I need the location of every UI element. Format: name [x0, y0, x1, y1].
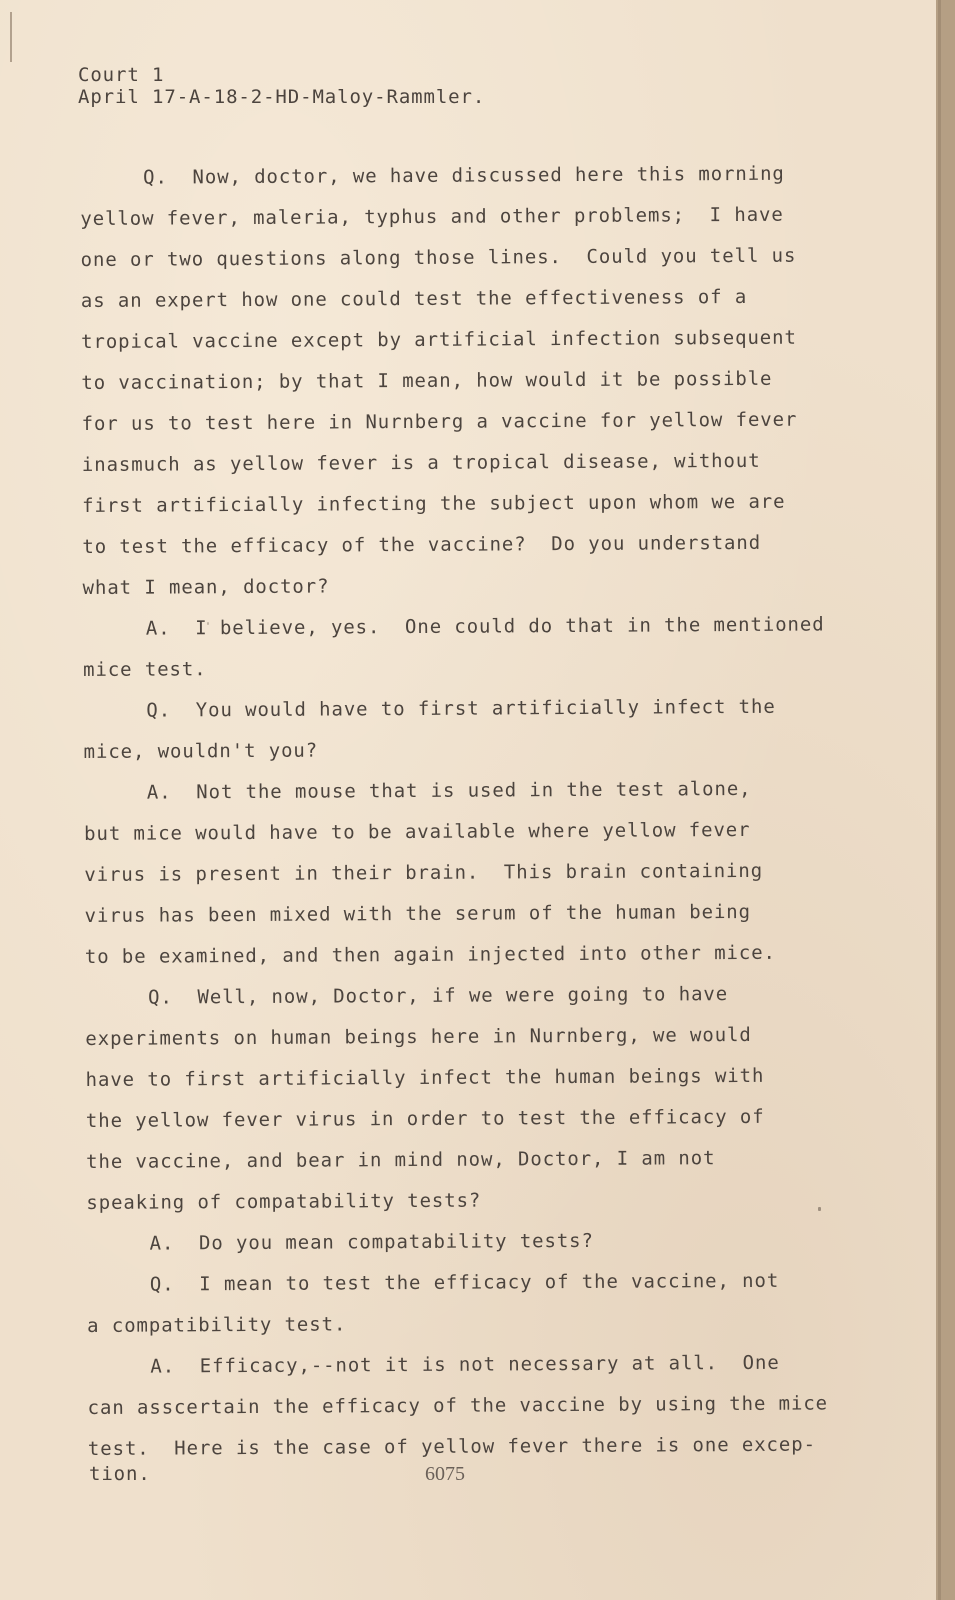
transcript-line: A. Efficacy,--not it is not necessary at all. One: [150, 1351, 780, 1378]
transcript-line: Q. Well, now, Doctor, if we were going to have: [148, 983, 729, 1009]
transcript-line: have to first artificially infect the human beings with: [85, 1064, 765, 1091]
transcript-line: for us to test here in Nurnberg a vaccine for yellow fever: [81, 408, 798, 435]
transcript-body: [80, 153, 878, 1470]
transcript-line: but mice would have to be available where yellow fever: [84, 818, 751, 845]
transcript-line: to be examined, and then again injected into other mice.: [84, 941, 776, 968]
transcript-line: virus is present in their brain. This brain containing: [84, 859, 764, 886]
transcript-line: virus has been mixed with the serum of the human being: [84, 900, 751, 927]
paper-speck: [818, 1207, 821, 1211]
transcript-line: mice, wouldn't you?: [83, 739, 319, 763]
transcript-line: Q. Now, doctor, we have discussed here this morning: [143, 162, 785, 189]
transcript-line: a compatibility test.: [87, 1313, 347, 1337]
transcript-line: A. Not the mouse that is used in the test alone,: [146, 777, 752, 804]
document-header: [78, 64, 485, 108]
transcript-line: experiments on human beings here in Nurnberg, we would: [85, 1023, 752, 1050]
header-court: Court 1: [78, 64, 165, 86]
transcript-line: test. Here is the case of yellow fever there is one excep-: [87, 1433, 816, 1460]
continuation-text: tion.: [89, 1463, 151, 1485]
transcript-line: the vaccine, and bear in mind now, Doctor, I am not: [86, 1147, 716, 1173]
transcript-line: A. I believe, yes. One could do that in the mentioned: [145, 613, 825, 640]
transcript-line: tropical vaccine except by artificial infection subsequent: [81, 326, 797, 353]
transcript-line: as an expert how one could test the effectiveness of a: [80, 285, 748, 312]
binding-mark: [10, 12, 12, 62]
transcript-line: Q. You would have to first artificially infect the: [146, 695, 776, 722]
transcript-line: what I mean, doctor?: [82, 575, 330, 599]
header-reference: April 17-A-18-2-HD-Maloy-Rammler.: [78, 86, 486, 108]
transcript-line: to test the efficacy of the vaccine? Do you understand: [82, 531, 762, 558]
transcript-line: Q. I mean to test the efficacy of the vaccine, not: [149, 1269, 780, 1296]
transcript-line: to vaccination; by that I mean, how would it be possible: [81, 367, 773, 394]
transcript-line: yellow fever, maleria, typhus and other problems; I have: [80, 203, 784, 230]
paper-speck: [207, 622, 209, 625]
transcript-line: first artificially infecting the subject upon whom we are: [82, 490, 786, 517]
transcript-line: mice test.: [83, 658, 207, 681]
transcript-line: inasmuch as yellow fever is a tropical disease, without: [81, 449, 761, 476]
transcript-line: can asscertain the efficacy of the vaccine by using the mice: [87, 1392, 829, 1419]
page-number: 6075: [425, 1463, 465, 1485]
transcript-line: A. Do you mean compatability tests?: [149, 1229, 594, 1255]
transcript-line: the yellow fever virus in order to test the efficacy of: [85, 1105, 765, 1132]
transcript-line: speaking of compatability tests?: [86, 1189, 482, 1214]
transcript-line: one or two questions along those lines. Could you tell us: [80, 244, 797, 271]
page-edge: [936, 0, 955, 1600]
